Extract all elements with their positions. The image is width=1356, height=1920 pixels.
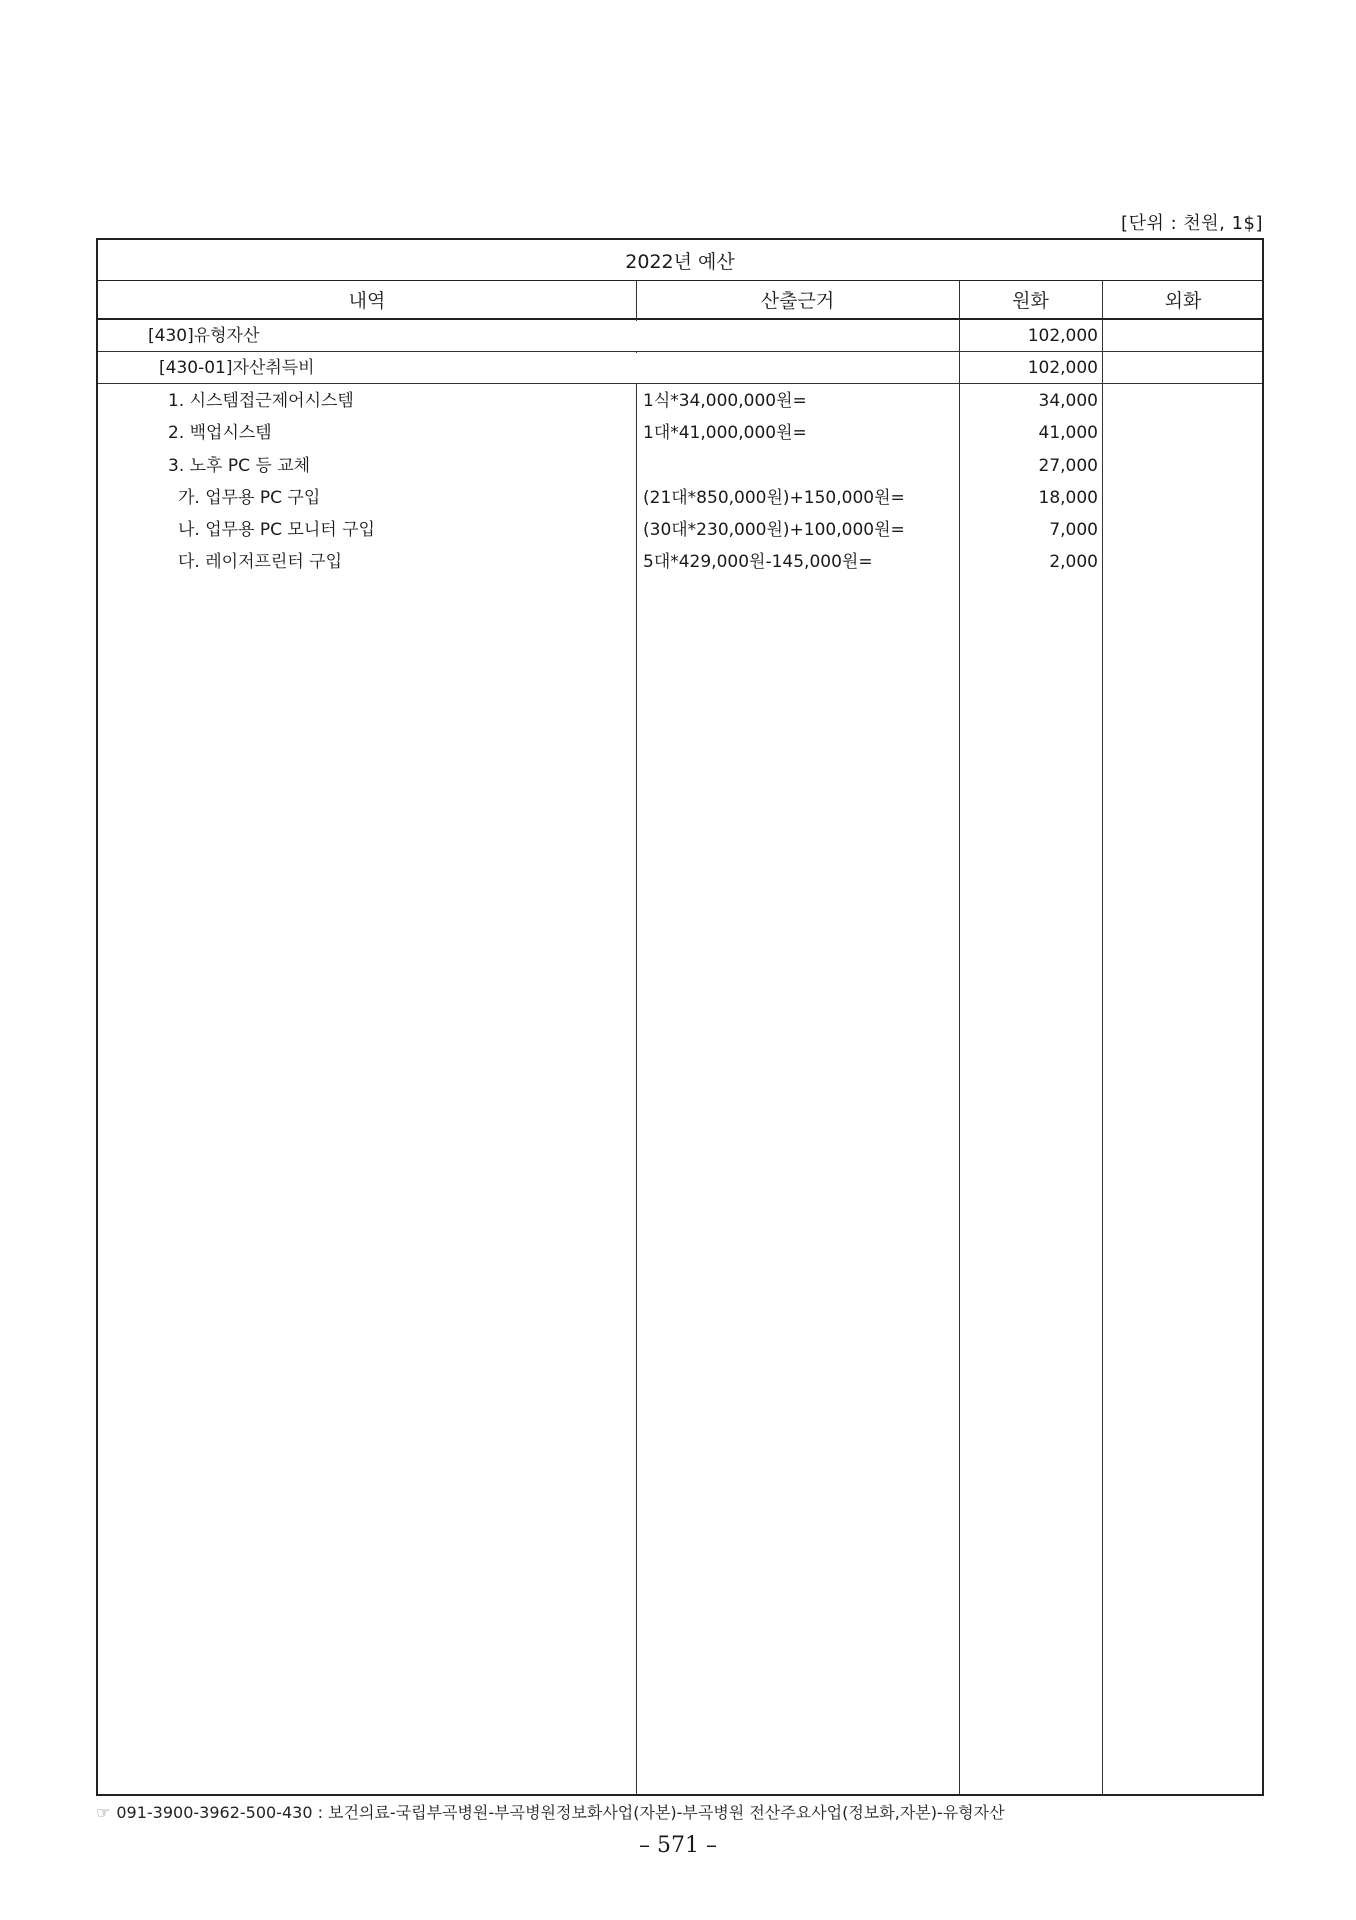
row-description: [430]유형자산	[148, 326, 260, 346]
row-krw: 7,000	[1049, 520, 1098, 540]
row-krw: 27,000	[1038, 456, 1098, 476]
row-basis: 1대*41,000,000원=	[643, 423, 807, 443]
row-krw: 2,000	[1049, 552, 1098, 572]
row-description: 1. 시스템접근제어시스템	[168, 391, 354, 411]
footer-note	[96, 1800, 1005, 1823]
row-basis: (30대*230,000원)+100,000원=	[643, 520, 905, 540]
row-krw: 34,000	[1038, 391, 1098, 411]
table-row	[98, 482, 1262, 514]
header-basis: 산출근거	[760, 290, 835, 312]
row-description: 가. 업무용 PC 구입	[178, 488, 321, 508]
table-row	[98, 417, 1262, 449]
row-description: 다. 레이저프린터 구입	[178, 552, 343, 572]
row-description: 2. 백업시스템	[168, 423, 272, 443]
row-description: 3. 노후 PC 등 교체	[168, 456, 311, 476]
page-number: – 571 –	[639, 1833, 717, 1858]
row-krw: 41,000	[1038, 423, 1098, 443]
pointing-hand-icon: ☞	[96, 1803, 111, 1822]
table-title: 2022년 예산	[98, 240, 1262, 281]
table-row	[98, 352, 1262, 384]
header-krw: 원화	[1012, 290, 1049, 312]
row-basis: 5대*429,000원-145,000원=	[643, 552, 873, 572]
table-row	[98, 450, 1262, 482]
unit-label: [단위 : 천원, 1$]	[1121, 213, 1263, 234]
row-description: 나. 업무용 PC 모니터 구입	[178, 520, 375, 540]
row-basis: 1식*34,000,000원=	[643, 391, 807, 411]
header-foreign: 외화	[1164, 290, 1202, 312]
row-krw: 102,000	[1027, 358, 1098, 378]
row-basis: (21대*850,000원)+150,000원=	[643, 488, 905, 508]
budget-table	[96, 238, 1264, 1796]
table-row	[98, 320, 1262, 352]
header-description: 내역	[348, 290, 386, 312]
table-row	[98, 546, 1262, 578]
row-krw: 18,000	[1038, 488, 1098, 508]
table-header-row	[98, 281, 1262, 320]
row-krw: 102,000	[1027, 326, 1098, 346]
table-row	[98, 385, 1262, 417]
footer-note-text: 091-3900-3962-500-430 : 보건의료-국립부곡병원-부곡병원정보화사업(자본)-부곡병원 전산주요사업(정보화,자본)-유형자산	[116, 1803, 1005, 1822]
row-description: [430-01]자산취득비	[159, 358, 315, 378]
table-row	[98, 514, 1262, 546]
